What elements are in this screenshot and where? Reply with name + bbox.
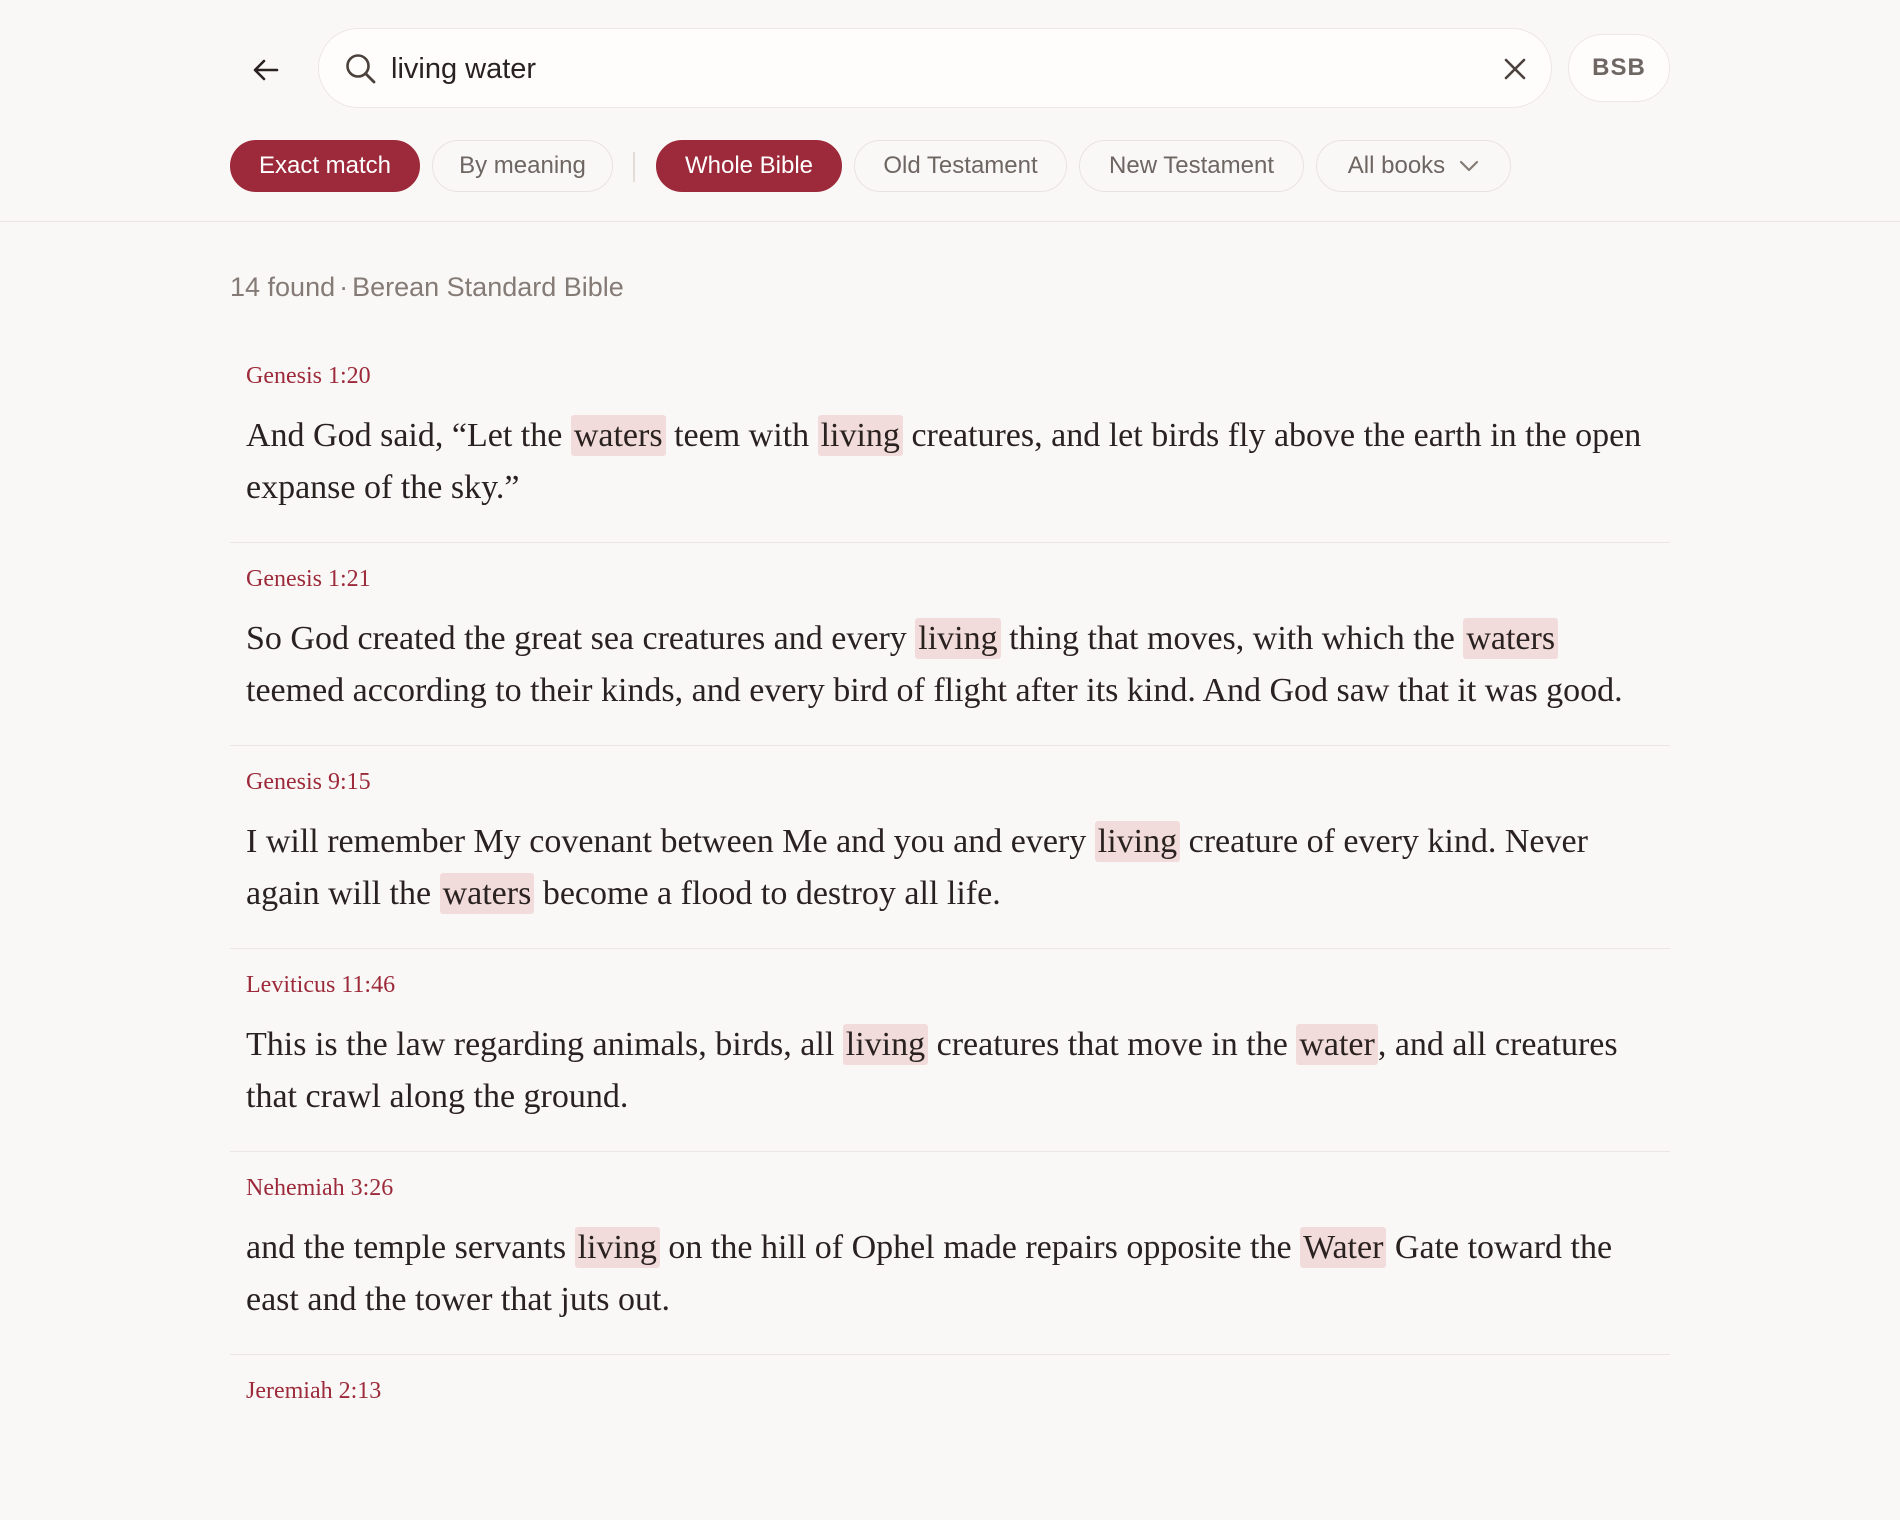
version-name: Berean Standard Bible <box>352 272 624 302</box>
arrow-left-icon <box>251 55 281 85</box>
verse-text <box>246 597 1654 745</box>
filter-all-books-dropdown[interactable] <box>1316 140 1511 192</box>
filter-old-testament[interactable]: Old Testament <box>854 140 1067 192</box>
verse-segment: This is the law regarding animals, birds, all <box>246 1026 843 1063</box>
verse-reference[interactable]: Leviticus 11:46 <box>246 972 396 998</box>
result-item[interactable] <box>230 746 1670 949</box>
result-item[interactable] <box>230 543 1670 746</box>
match-highlight: living <box>818 415 903 456</box>
match-highlight: waters <box>1463 618 1558 659</box>
verse-segment: creature of every kind. Never again will the <box>246 823 1588 912</box>
match-highlight: living <box>915 618 1000 659</box>
verse-reference[interactable]: Genesis 1:21 <box>246 566 371 592</box>
match-highlight: water <box>1296 1024 1378 1065</box>
verse-segment: on the hill of Ophel made repairs opposite the <box>659 1229 1301 1266</box>
verse-text <box>246 394 1654 542</box>
filter-divider <box>633 152 635 182</box>
verse-text <box>246 800 1654 948</box>
clear-search-button[interactable] <box>1497 51 1533 87</box>
verse-segment: So God created the great sea creatures and every <box>246 620 916 657</box>
verse-reference[interactable]: Jeremiah 2:13 <box>246 1378 382 1404</box>
filter-whole-bible[interactable]: Whole Bible <box>656 140 842 192</box>
summary-separator: · <box>339 272 349 302</box>
search-bar[interactable] <box>318 28 1552 108</box>
verse-segment: , and all creatures that crawl along the ground. <box>246 1026 1618 1115</box>
match-highlight: waters <box>440 873 535 914</box>
match-highlight: living <box>575 1227 660 1268</box>
verse-segment: And God said, “Let the <box>246 417 571 454</box>
results-count: 14 found <box>230 272 336 302</box>
filter-exact-match[interactable]: Exact match <box>230 140 420 192</box>
verse-text <box>246 1003 1654 1151</box>
verse-text <box>246 1206 1654 1354</box>
verse-segment: teem with <box>665 417 818 454</box>
match-highlight: Water <box>1300 1227 1386 1268</box>
back-button[interactable] <box>246 50 286 90</box>
match-highlight: living <box>1095 821 1180 862</box>
filter-new-testament[interactable]: New Testament <box>1079 140 1304 192</box>
result-item[interactable] <box>230 949 1670 1152</box>
match-highlight: living <box>843 1024 928 1065</box>
search-header <box>0 0 1900 222</box>
chevron-down-icon <box>1459 160 1479 172</box>
filter-by-meaning[interactable]: By meaning <box>432 140 613 192</box>
search-input[interactable] <box>391 47 1441 91</box>
verse-segment: become a flood to destroy all life. <box>534 875 1001 912</box>
search-icon <box>343 51 379 87</box>
results-summary <box>230 272 624 303</box>
result-item[interactable] <box>230 340 1670 543</box>
verse-segment: thing that moves, with which the <box>1000 620 1464 657</box>
verse-segment: creatures, and let birds fly above the earth in the open expanse of the sky.” <box>246 417 1642 506</box>
verse-reference[interactable]: Nehemiah 3:26 <box>246 1175 394 1201</box>
result-item[interactable] <box>230 1355 1670 1409</box>
verse-segment: teemed according to their kinds, and every bird of flight after its kind. And God saw that it was good. <box>246 672 1623 709</box>
verse-segment: I will remember My covenant between Me and you and every <box>246 823 1095 860</box>
match-highlight: waters <box>571 415 666 456</box>
results-list <box>230 340 1670 1409</box>
close-icon <box>1503 57 1527 81</box>
verse-reference[interactable]: Genesis 9:15 <box>246 769 371 795</box>
version-selector-button[interactable]: BSB <box>1568 34 1670 102</box>
verse-segment: and the temple servants <box>246 1229 575 1266</box>
all-books-label: All books <box>1347 152 1446 179</box>
verse-segment: Gate toward the east and the tower that juts out. <box>246 1229 1613 1318</box>
verse-reference[interactable]: Genesis 1:20 <box>246 363 371 389</box>
result-item[interactable] <box>230 1152 1670 1355</box>
verse-segment: creatures that move in the <box>928 1026 1297 1063</box>
